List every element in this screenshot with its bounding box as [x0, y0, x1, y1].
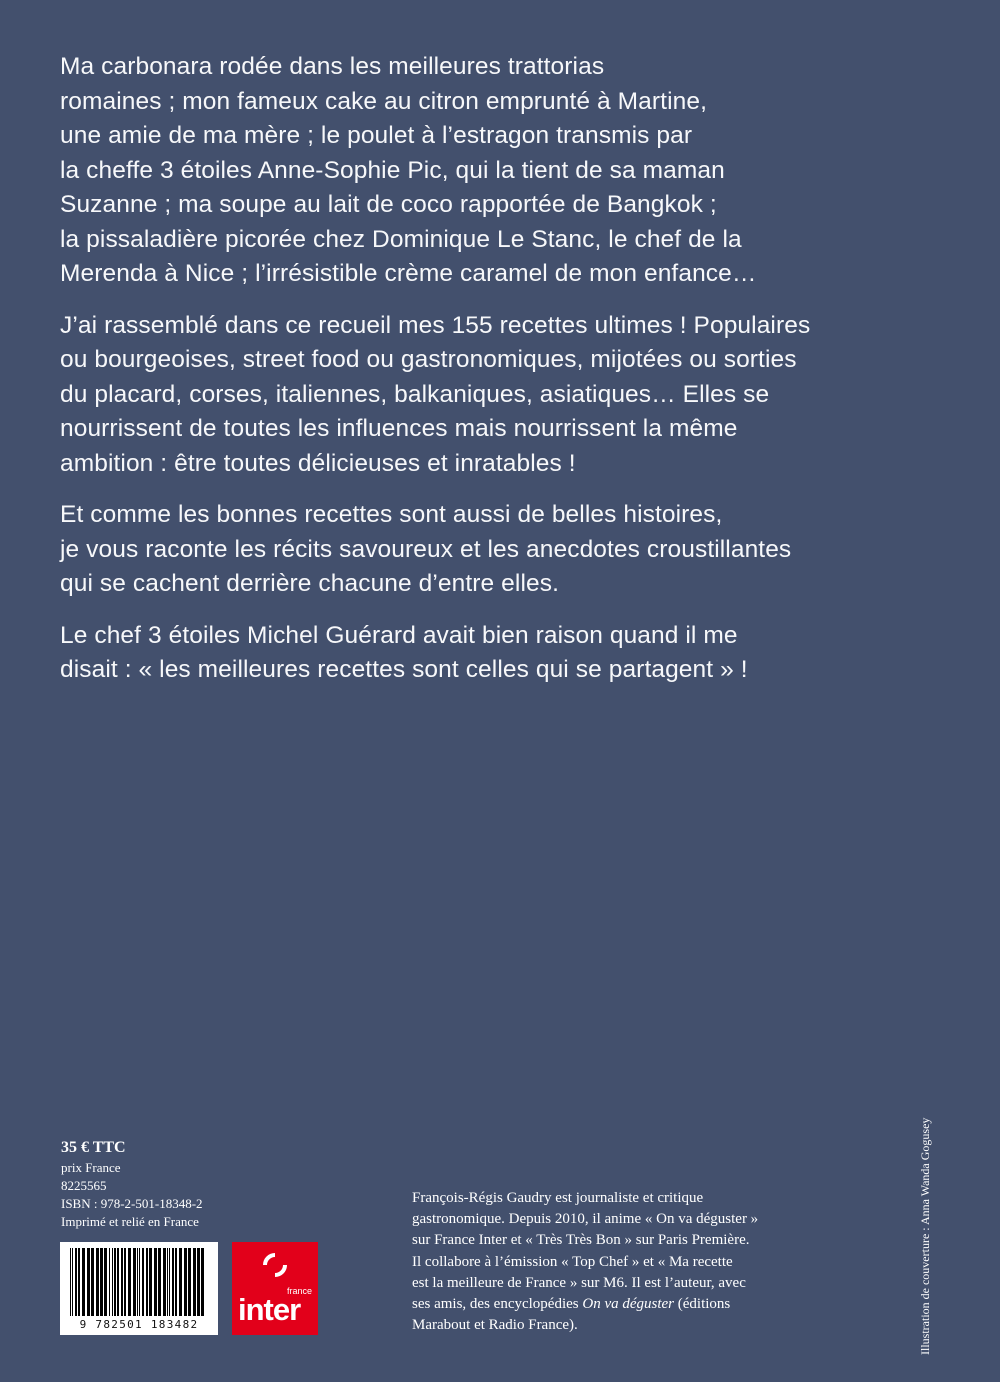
bio-line: François-Régis Gaudry est journaliste et critique: [412, 1190, 704, 1206]
barcode-bar: [158, 1248, 161, 1316]
text-line: romaines ; mon fameux cake au citron emprunté à Martine,: [60, 87, 707, 115]
bio-line: sur France Inter et « Très Très Bon » sur Paris Première.: [412, 1232, 750, 1249]
barcode: [60, 1242, 218, 1335]
barcode-bar: [104, 1248, 107, 1316]
bio-line: gastronomique. Depuis 2010, il anime « On va déguster »: [412, 1211, 759, 1228]
france-inter-logo: [232, 1242, 318, 1335]
barcode-number: 9 782501 183482: [79, 1318, 199, 1331]
barcode-bar: [163, 1248, 166, 1316]
text-line: la cheffe 3 étoiles Anne-Sophie Pic, qui la tient de sa maman: [60, 156, 725, 184]
barcode-bar: [128, 1248, 131, 1316]
text-line: J’ai rassemblé dans ce recueil mes 155 recettes ultimes ! Populaires: [60, 311, 811, 339]
france-inter-mark-icon: [262, 1252, 288, 1278]
barcode-bar: [154, 1248, 157, 1316]
barcode-bar: [133, 1248, 136, 1316]
barcode-bar: [70, 1248, 71, 1316]
blurb-paragraph-4: [60, 619, 850, 688]
text-line: je vous raconte les récits savoureux et les anecdotes croustillantes: [60, 535, 792, 563]
logo-inter-text: inter: [238, 1292, 301, 1327]
barcode-bar: [82, 1248, 85, 1316]
barcode-bar: [100, 1248, 103, 1316]
barcode-bar: [193, 1248, 196, 1316]
barcode-bar: [117, 1248, 119, 1316]
isbn: ISBN : 978-2-501-18348-2: [61, 1196, 203, 1211]
text-line: la pissaladière picorée chez Dominique Le Stanc, le chef de la: [60, 225, 742, 253]
barcode-bar: [175, 1248, 177, 1316]
barcode-bar: [146, 1248, 148, 1316]
price-note: prix France: [61, 1160, 121, 1175]
text-line: Merenda à Nice ; l’irrésistible crème caramel de mon enfance…: [60, 260, 757, 287]
barcode-bar: [169, 1248, 170, 1316]
barcode-bar: [188, 1248, 191, 1316]
barcode-bar: [184, 1248, 187, 1316]
text-line: une amie de ma mère ; le poulet à l’estragon transmis par: [60, 122, 693, 149]
barcode-bar: [167, 1248, 168, 1316]
barcode-bar: [179, 1248, 182, 1316]
price-info: [61, 1138, 203, 1231]
barcode-bar: [121, 1248, 123, 1316]
text-line: du placard, corses, italiennes, balkaniques, asiatiques… Elles se: [60, 380, 770, 408]
bio-text: (éditions: [674, 1296, 731, 1313]
bio-line: est la meilleure de France » sur M6. Il est l’auteur, avec: [412, 1274, 746, 1291]
product-code: 8225565: [61, 1178, 107, 1193]
barcode-bar: [109, 1248, 110, 1316]
bio-text: ses amis, des encyclopédies: [412, 1296, 583, 1313]
barcode-bar: [137, 1248, 138, 1316]
barcode-bar: [149, 1248, 152, 1316]
printed-in: Imprimé et relié en France: [61, 1214, 199, 1229]
barcode-bar: [72, 1248, 73, 1316]
bio-line: Marabout et Radio France).: [412, 1317, 578, 1334]
author-bio: [412, 1188, 842, 1336]
bio-book-title: On va déguster: [582, 1296, 675, 1313]
text-line: qui se cachent derrière chacune d’entre elles.: [60, 570, 559, 597]
bio-line: Il collabore à l’émission « Top Chef » et « Ma recette: [412, 1253, 733, 1270]
barcode-bar: [114, 1248, 116, 1316]
barcode-bar: [142, 1248, 144, 1316]
barcode-bar: [87, 1248, 90, 1316]
bio-line: [412, 1294, 842, 1315]
blurb-paragraph-1: [60, 50, 850, 292]
blurb-paragraph-2: [60, 309, 850, 482]
barcode-bar: [197, 1248, 200, 1316]
text-line: ambition : être toutes délicieuses et inratables !: [60, 449, 576, 477]
barcode-bar: [96, 1248, 99, 1316]
logo-france-text: france: [286, 1286, 312, 1296]
text-line: ou bourgeoises, street food ou gastronomiques, mijotées ou sorties: [60, 346, 797, 373]
barcode-bars: [68, 1248, 210, 1318]
barcode-bar: [139, 1248, 140, 1316]
barcode-bar: [78, 1248, 80, 1316]
barcode-bar: [91, 1248, 94, 1316]
text-line: Le chef 3 étoiles Michel Guérard avait bien raison quand il me: [60, 621, 738, 649]
text-line: nourrissent de toutes les influences mais nourrissent la même: [60, 415, 738, 442]
barcode-bar: [201, 1248, 204, 1316]
back-cover-blurb: [60, 50, 850, 705]
barcode-bar: [172, 1248, 174, 1316]
text-line: Ma carbonara rodée dans les meilleures trattorias: [60, 53, 605, 80]
text-line: Suzanne ; ma soupe au lait de coco rapportée de Bangkok ;: [60, 191, 717, 218]
text-line: Et comme les bonnes recettes sont aussi de belles histoires,: [60, 501, 723, 528]
barcode-bar: [112, 1248, 113, 1316]
blurb-paragraph-3: [60, 498, 850, 602]
text-line: disait : « les meilleures recettes sont celles qui se partagent » !: [60, 656, 748, 683]
barcode-bar: [75, 1248, 77, 1316]
price: 35 € TTC: [61, 1139, 126, 1156]
cover-illustration-credit: Illustration de couverture : Anna Wanda Gogusey: [918, 1117, 932, 1355]
barcode-bar: [124, 1248, 126, 1316]
